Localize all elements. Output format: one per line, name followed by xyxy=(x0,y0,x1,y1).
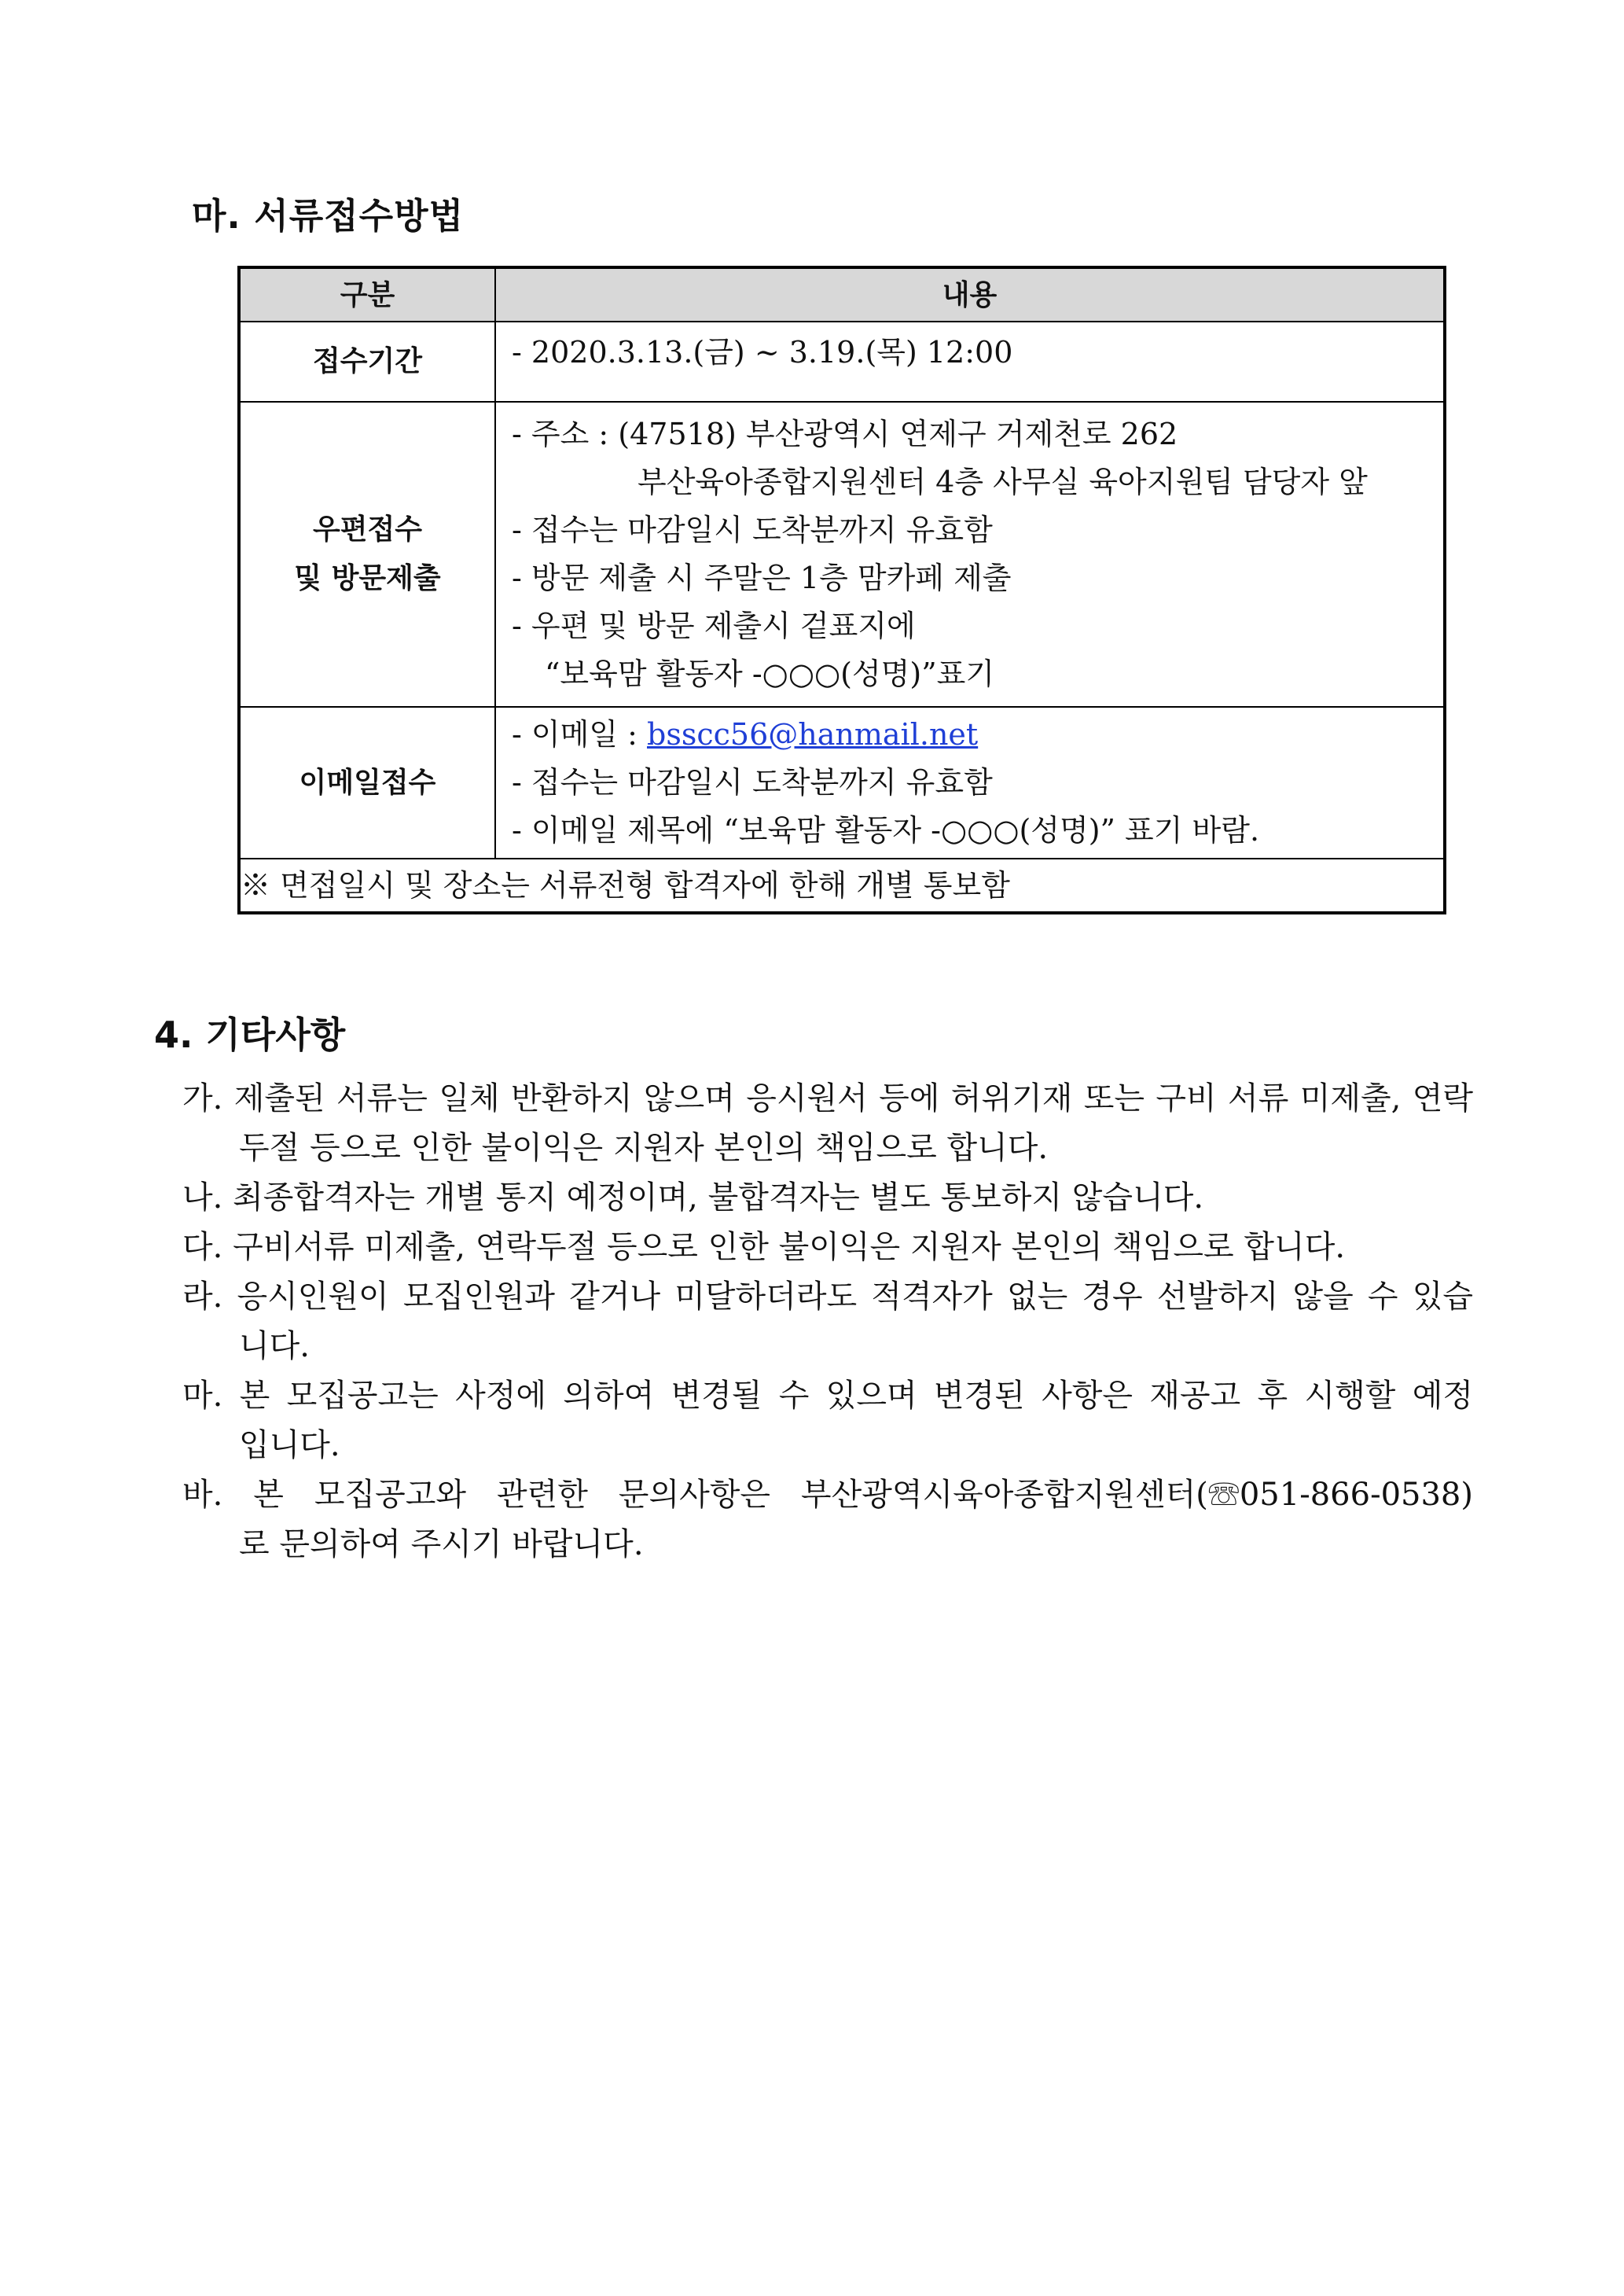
post-line-cover: - 우편 및 방문 제출시 겉표지에 xyxy=(512,609,916,643)
table-row-post xyxy=(239,402,1445,707)
post-label-line2: 및 방문제출 xyxy=(294,562,441,594)
other-matters-list xyxy=(182,1074,1473,1569)
submission-method-table xyxy=(237,266,1446,914)
table-header-row xyxy=(239,267,1445,322)
period-text: - 2020.3.13.(금) ~ 3.19.(목) 12:00 xyxy=(512,335,1013,370)
list-item xyxy=(182,1371,1473,1470)
period-content xyxy=(495,322,1445,402)
email-line-deadline: - 접수는 마감일시 도착분까지 유효함 xyxy=(512,765,993,800)
post-label xyxy=(239,402,495,707)
period-label: 접수기간 xyxy=(239,322,495,402)
interview-note: ※ 면접일시 및 장소는 서류전형 합격자에 한해 개별 통보함 xyxy=(239,859,1445,913)
table-row-email xyxy=(239,707,1445,859)
header-category: 구분 xyxy=(239,267,495,322)
post-line-cover-label: “보육맘 활동자 -○○○(성명)”표기 xyxy=(545,657,995,691)
table-row-period xyxy=(239,322,1445,402)
email-label: 이메일접수 xyxy=(239,707,495,859)
post-line-weekend: - 방문 제출 시 주말은 1층 맘카페 제출 xyxy=(512,561,1012,595)
post-content xyxy=(495,402,1445,707)
list-item xyxy=(182,1074,1473,1173)
table-row-note xyxy=(239,859,1445,913)
email-content xyxy=(495,707,1445,859)
list-item-line-continued: 로 문의하여 주시기 바랍니다. xyxy=(239,1526,644,1562)
post-line-address: - 주소 : (47518) 부산광역시 연제구 거제천로 262 xyxy=(512,417,1178,451)
header-content: 내용 xyxy=(495,267,1445,322)
section-title-other-matters: 4. 기타사항 xyxy=(154,1014,346,1056)
post-label-line1: 우편접수 xyxy=(312,513,423,546)
post-line-recipient: 부산육아종합지원센터 4층 사무실 육아지원팀 담당자 앞 xyxy=(637,465,1368,499)
list-item-line: 가. 제출된 서류는 일체 반환하지 않으며 응시원서 등에 허위기재 또는 구비 서류 미제출, 연락 xyxy=(182,1080,1473,1117)
list-item xyxy=(182,1272,1473,1371)
list-item-line: 라. 응시인원이 모집인원과 같거나 미달하더라도 적격자가 없는 경우 선발하지 않을 수 있습 xyxy=(182,1279,1473,1315)
email-line-address xyxy=(512,711,1443,759)
list-item xyxy=(182,1173,1473,1223)
post-line-deadline: - 접수는 마감일시 도착분까지 유효함 xyxy=(512,513,993,547)
list-item-line: 바. 본 모집공고와 관련한 문의사항은 부산광역시육아종합지원센터(☏051-866-0538) xyxy=(182,1477,1473,1513)
section-title-submission-method: 마. 서류접수방법 xyxy=(192,195,465,237)
list-item xyxy=(182,1470,1473,1569)
email-link[interactable]: bsscc56@hanmail.net xyxy=(647,717,979,752)
email-prefix: - 이메일 : xyxy=(512,717,648,752)
list-item-line-continued: 니다. xyxy=(239,1328,310,1364)
list-item-line-continued: 입니다. xyxy=(239,1427,340,1463)
list-item-line: 마. 본 모집공고는 사정에 의하여 변경될 수 있으며 변경된 사항은 재공고 후 시행할 예정 xyxy=(182,1378,1473,1414)
list-item-line: 나. 최종합격자는 개별 통지 예정이며, 불합격자는 별도 통보하지 않습니다. xyxy=(182,1179,1204,1216)
list-item-line-continued: 두절 등으로 인한 불이익은 지원자 본인의 책임으로 합니다. xyxy=(239,1130,1049,1166)
email-line-subject: - 이메일 제목에 “보육맘 활동자 -○○○(성명)” 표기 바람. xyxy=(512,813,1260,848)
list-item-line: 다. 구비서류 미제출, 연락두절 등으로 인한 불이익은 지원자 본인의 책임으로 합니다. xyxy=(182,1229,1346,1265)
list-item xyxy=(182,1223,1473,1272)
